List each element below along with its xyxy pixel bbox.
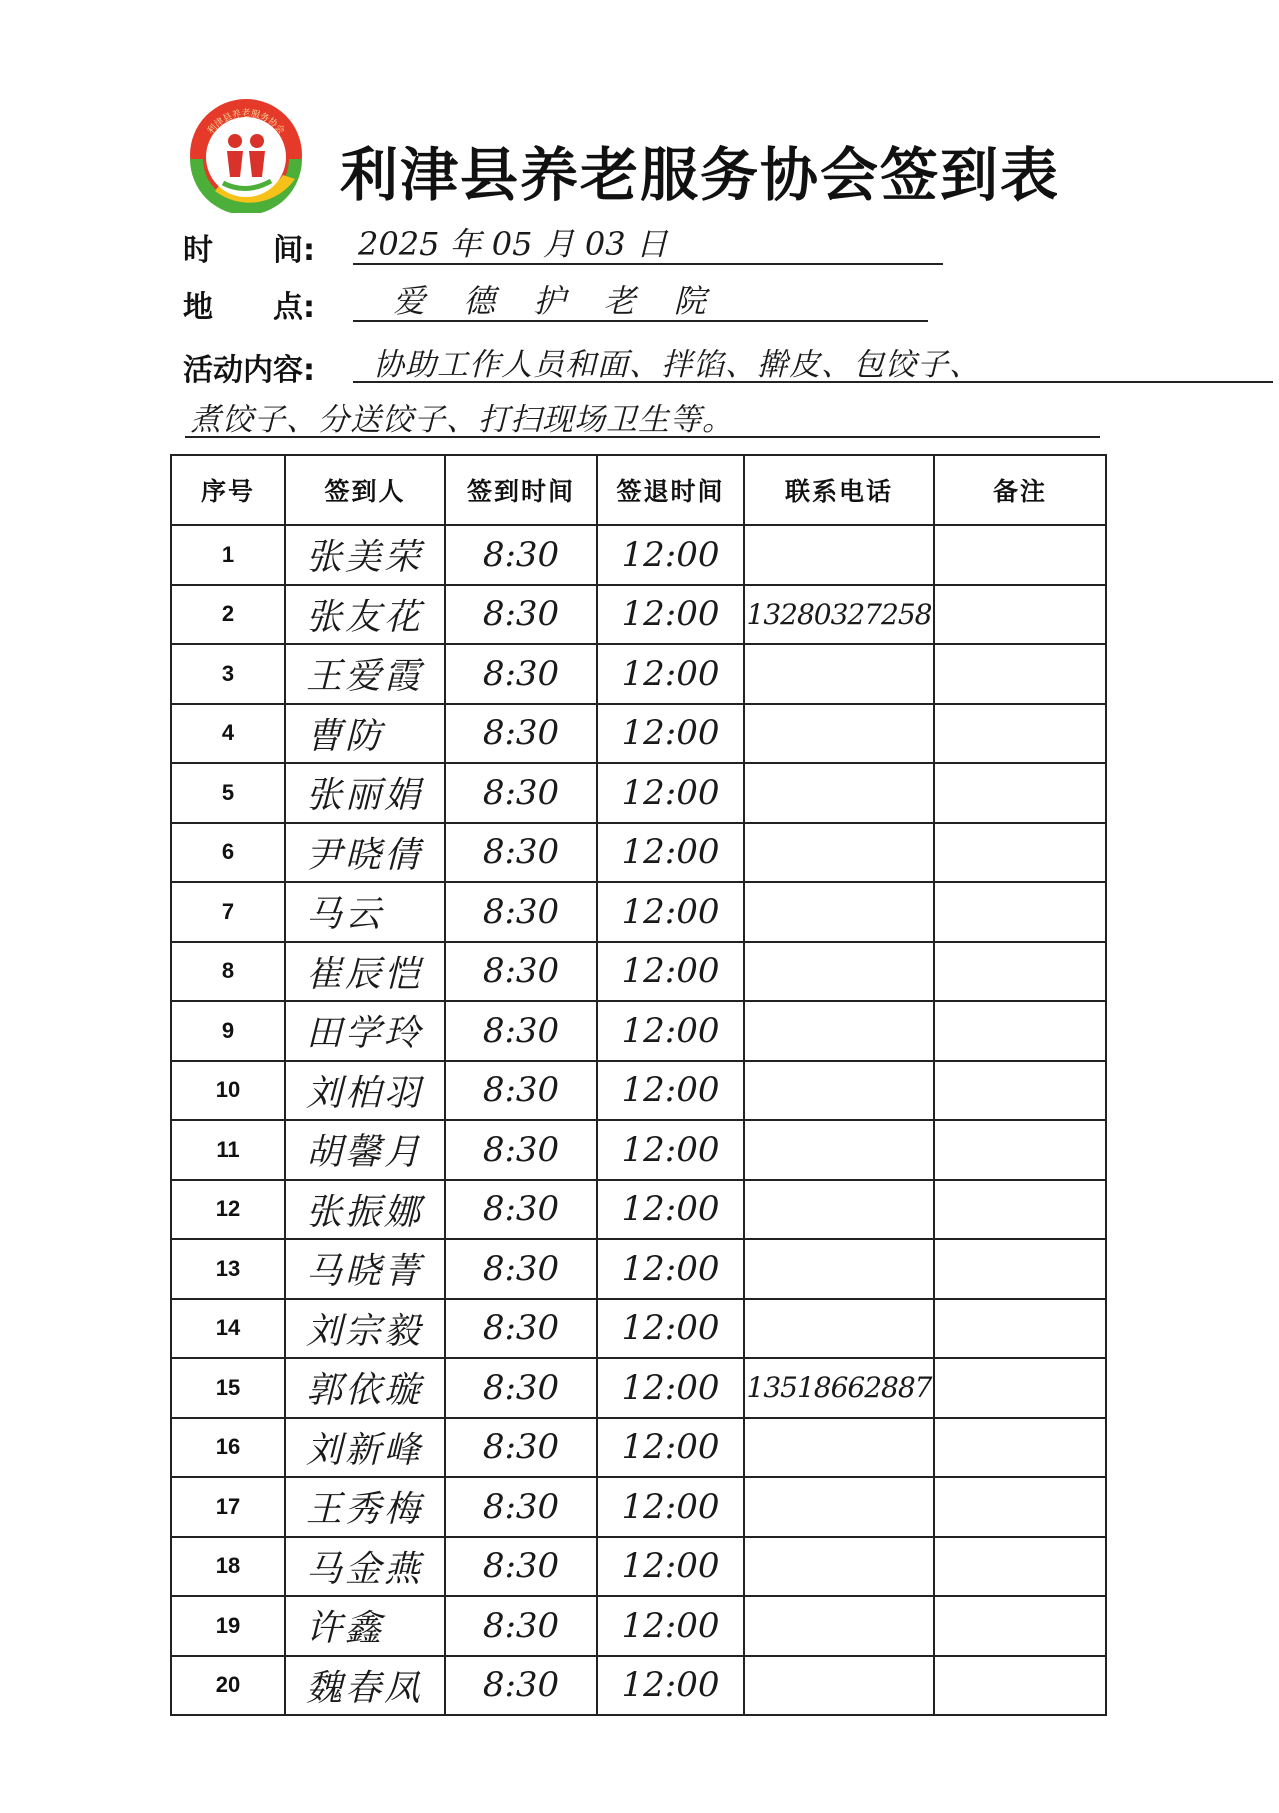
phone-number [744, 1239, 934, 1299]
sign-in-time: 8:30 [445, 1418, 597, 1478]
sign-in-time: 8:30 [445, 1061, 597, 1121]
note [934, 1239, 1106, 1299]
phone-number [744, 763, 934, 823]
sign-in-time: 8:30 [445, 585, 597, 645]
phone-number [744, 1120, 934, 1180]
row-index: 6 [171, 823, 285, 883]
row-index: 8 [171, 942, 285, 1002]
sign-out-time: 12:00 [597, 1001, 744, 1061]
sign-out-time: 12:00 [597, 823, 744, 883]
signer-name: 张振娜 [285, 1180, 445, 1240]
sign-out-time: 12:00 [597, 942, 744, 1002]
phone-number [744, 823, 934, 883]
activity-underline-2 [185, 436, 1100, 438]
table-row [171, 525, 1106, 585]
note [934, 882, 1106, 942]
phone-number [744, 882, 934, 942]
signer-name: 许鑫 [285, 1596, 445, 1656]
table-row [171, 1001, 1106, 1061]
phone-number [744, 1061, 934, 1121]
table-row [171, 1120, 1106, 1180]
row-index: 4 [171, 704, 285, 764]
note [934, 823, 1106, 883]
note [934, 644, 1106, 704]
place-value: 爱 德 护 老 院 [393, 282, 720, 320]
row-index: 17 [171, 1477, 285, 1537]
sign-in-time: 8:30 [445, 1596, 597, 1656]
sign-out-time: 12:00 [597, 644, 744, 704]
row-index: 18 [171, 1537, 285, 1597]
signer-name: 崔辰恺 [285, 942, 445, 1002]
sign-in-time: 8:30 [445, 525, 597, 585]
sign-out-time: 12:00 [597, 1239, 744, 1299]
signer-name: 马晓菁 [285, 1239, 445, 1299]
sign-out-time: 12:00 [597, 585, 744, 645]
sign-in-time: 8:30 [445, 823, 597, 883]
association-logo [185, 95, 307, 213]
table-row [171, 942, 1106, 1002]
row-index: 3 [171, 644, 285, 704]
sign-in-time: 8:30 [445, 882, 597, 942]
sign-out-time: 12:00 [597, 882, 744, 942]
activity-line-1: 协助工作人员和面、拌馅、擀皮、包饺子、 [373, 347, 981, 383]
table-row [171, 1537, 1106, 1597]
table-header-row [171, 455, 1106, 525]
note [934, 1596, 1106, 1656]
sign-in-time: 8:30 [445, 1120, 597, 1180]
time-row [183, 225, 1093, 275]
place-label: 地 点: [183, 290, 315, 325]
phone-number [744, 1537, 934, 1597]
header-sign-in-time: 签到时间 [445, 455, 597, 525]
signer-name: 张友花 [285, 585, 445, 645]
signer-name: 胡馨月 [285, 1120, 445, 1180]
note [934, 1358, 1106, 1418]
table-row [171, 1299, 1106, 1359]
signer-name: 王爱霞 [285, 644, 445, 704]
activity-label: 活动内容: [183, 353, 315, 388]
sign-in-time: 8:30 [445, 644, 597, 704]
table-row [171, 704, 1106, 764]
note [934, 585, 1106, 645]
header-signer: 签到人 [285, 455, 445, 525]
row-index: 15 [171, 1358, 285, 1418]
note [934, 1061, 1106, 1121]
row-index: 20 [171, 1656, 285, 1716]
phone-number [744, 1418, 934, 1478]
signer-name: 王秀梅 [285, 1477, 445, 1537]
phone-number [744, 525, 934, 585]
sign-in-time: 8:30 [445, 704, 597, 764]
header-index: 序号 [171, 455, 285, 525]
table-row [171, 763, 1106, 823]
phone-number [744, 1656, 934, 1716]
phone-number [744, 1477, 934, 1537]
sign-out-time: 12:00 [597, 704, 744, 764]
activity-underline-1 [353, 381, 1273, 383]
row-index: 11 [171, 1120, 285, 1180]
sign-out-time: 12:00 [597, 1537, 744, 1597]
row-index: 19 [171, 1596, 285, 1656]
sign-out-time: 12:00 [597, 1358, 744, 1418]
table-row [171, 1358, 1106, 1418]
place-underline [353, 320, 928, 322]
header-sign-out-time: 签退时间 [597, 455, 744, 525]
row-index: 14 [171, 1299, 285, 1359]
time-value: 2025 年 05 月 03 日 [358, 225, 668, 263]
sign-out-time: 12:00 [597, 1180, 744, 1240]
sign-in-time: 8:30 [445, 1299, 597, 1359]
row-index: 1 [171, 525, 285, 585]
phone-number [744, 704, 934, 764]
signer-name: 刘新峰 [285, 1418, 445, 1478]
signer-name: 刘柏羽 [285, 1061, 445, 1121]
place-row [183, 282, 1093, 332]
phone-number: 13280327258 [744, 585, 934, 645]
sign-out-time: 12:00 [597, 763, 744, 823]
phone-number [744, 1299, 934, 1359]
note [934, 763, 1106, 823]
sign-in-time: 8:30 [445, 942, 597, 1002]
sign-out-time: 12:00 [597, 1477, 744, 1537]
sign-in-time: 8:30 [445, 1656, 597, 1716]
signer-name: 魏春凤 [285, 1656, 445, 1716]
time-label: 时 间: [183, 233, 315, 268]
signer-name: 马云 [285, 882, 445, 942]
row-index: 2 [171, 585, 285, 645]
time-underline [353, 263, 943, 265]
phone-number [744, 1001, 934, 1061]
activity-row-2 [190, 400, 1100, 450]
header-note: 备注 [934, 455, 1106, 525]
sign-in-time: 8:30 [445, 1239, 597, 1299]
activity-row [183, 345, 1093, 395]
table-row [171, 1656, 1106, 1716]
note [934, 1180, 1106, 1240]
note [934, 1418, 1106, 1478]
table-row [171, 1180, 1106, 1240]
table-row [171, 1596, 1106, 1656]
table-row [171, 1239, 1106, 1299]
phone-number [744, 1180, 934, 1240]
table-row [171, 882, 1106, 942]
sign-out-time: 12:00 [597, 1596, 744, 1656]
sign-out-time: 12:00 [597, 1061, 744, 1121]
signer-name: 马金燕 [285, 1537, 445, 1597]
note [934, 1299, 1106, 1359]
row-index: 7 [171, 882, 285, 942]
sign-out-time: 12:00 [597, 525, 744, 585]
sign-in-time: 8:30 [445, 1537, 597, 1597]
sign-in-time: 8:30 [445, 763, 597, 823]
signer-name: 尹晓倩 [285, 823, 445, 883]
signer-name: 郭依璇 [285, 1358, 445, 1418]
signer-name: 田学玲 [285, 1001, 445, 1061]
table-row [171, 1418, 1106, 1478]
note [934, 1537, 1106, 1597]
row-index: 16 [171, 1418, 285, 1478]
note [934, 1120, 1106, 1180]
signer-name: 刘宗毅 [285, 1299, 445, 1359]
row-index: 13 [171, 1239, 285, 1299]
sign-out-time: 12:00 [597, 1656, 744, 1716]
phone-number: 13518662887 [744, 1358, 934, 1418]
note [934, 1001, 1106, 1061]
phone-number [744, 942, 934, 1002]
note [934, 1477, 1106, 1537]
table-row [171, 644, 1106, 704]
phone-number [744, 1596, 934, 1656]
note [934, 704, 1106, 764]
table-row [171, 585, 1106, 645]
table-row [171, 1477, 1106, 1537]
header-phone: 联系电话 [744, 455, 934, 525]
signer-name: 曹防 [285, 704, 445, 764]
activity-line-2: 煮饺子、分送饺子、打扫现场卫生等。 [190, 402, 734, 438]
note [934, 525, 1106, 585]
sign-out-time: 12:00 [597, 1299, 744, 1359]
table-row [171, 823, 1106, 883]
sign-out-time: 12:00 [597, 1418, 744, 1478]
row-index: 10 [171, 1061, 285, 1121]
row-index: 5 [171, 763, 285, 823]
phone-number [744, 644, 934, 704]
sign-in-time: 8:30 [445, 1358, 597, 1418]
note [934, 1656, 1106, 1716]
row-index: 12 [171, 1180, 285, 1240]
sign-out-time: 12:00 [597, 1120, 744, 1180]
sign-in-time: 8:30 [445, 1477, 597, 1537]
note [934, 942, 1106, 1002]
sign-in-time: 8:30 [445, 1180, 597, 1240]
sign-in-table [170, 454, 1107, 1716]
signer-name: 张美荣 [285, 525, 445, 585]
signer-name: 张丽娟 [285, 763, 445, 823]
sign-in-time: 8:30 [445, 1001, 597, 1061]
table-row [171, 1061, 1106, 1121]
logo-text: 利津县养老服务协会 [206, 109, 286, 137]
row-index: 9 [171, 1001, 285, 1061]
page-title: 利津县养老服务协会签到表 [340, 141, 1061, 209]
